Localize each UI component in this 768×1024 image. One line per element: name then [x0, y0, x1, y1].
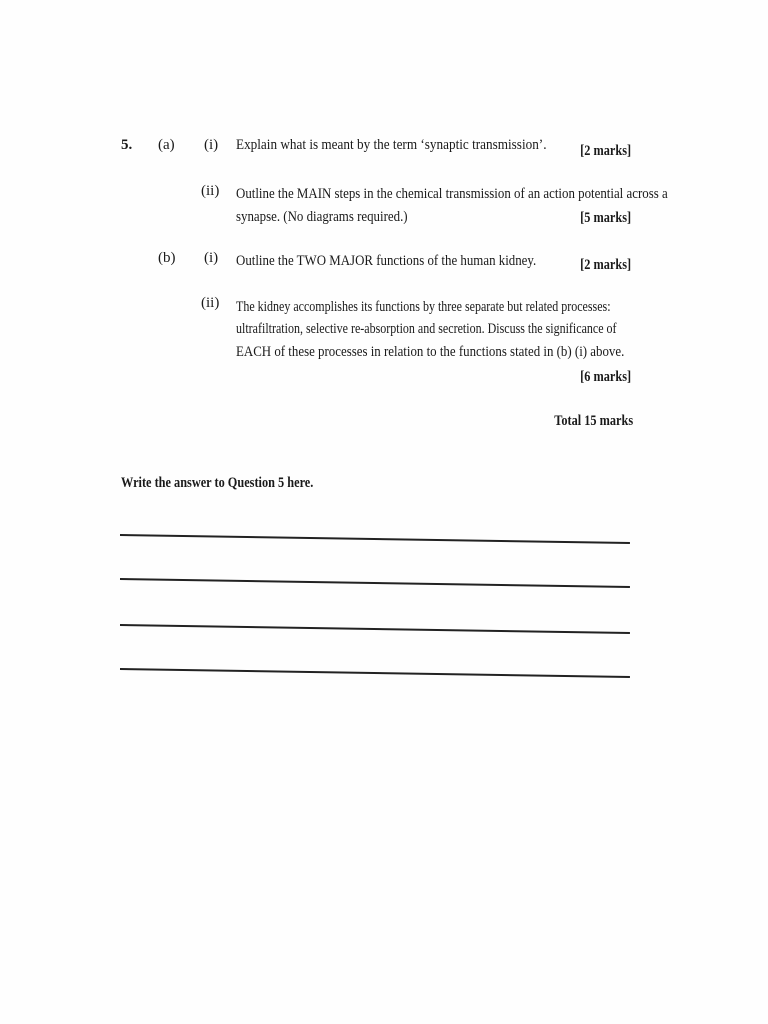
part-a-i-marks: [2 marks] — [580, 143, 631, 159]
part-b-ii-text-line3: EACH of these processes in relation to the functions stated in (b) (i) above. — [236, 344, 625, 360]
part-a-ii-marks: [5 marks] — [580, 210, 631, 226]
answer-line[interactable] — [120, 668, 630, 678]
answer-line[interactable] — [120, 578, 630, 588]
part-a-ii-text-line2: synapse. (No diagrams required.) — [236, 209, 408, 225]
part-b-ii-marks: [6 marks] — [580, 369, 631, 385]
part-a-ii-label: (ii) — [201, 183, 220, 199]
part-b-ii-text-line2: ultrafiltration, selective re-absorption and secretion. Discuss the significance of — [236, 321, 617, 337]
part-b-i-marks: [2 marks] — [580, 257, 631, 273]
part-a-ii-text-line1: Outline the MAIN steps in the chemical transmission of an action potential across a — [236, 186, 668, 202]
answer-prompt: Write the answer to Question 5 here. — [121, 475, 314, 491]
part-a-i-text: Explain what is meant by the term ‘synaptic transmission’. — [236, 137, 547, 153]
part-a-i-label: (i) — [204, 137, 219, 153]
part-b-label: (b) — [158, 250, 176, 266]
answer-line[interactable] — [120, 534, 630, 544]
question-number: 5. — [121, 137, 133, 153]
part-b-ii-text-line1: The kidney accomplishes its functions by three separate but related processes: — [236, 299, 611, 315]
part-b-i-text: Outline the TWO MAJOR functions of the human kidney. — [236, 253, 537, 269]
part-a-label: (a) — [158, 137, 175, 153]
answer-line[interactable] — [120, 624, 630, 634]
part-b-i-label: (i) — [204, 250, 219, 266]
part-b-ii-label: (ii) — [201, 295, 220, 311]
total-marks: Total 15 marks — [554, 413, 633, 429]
